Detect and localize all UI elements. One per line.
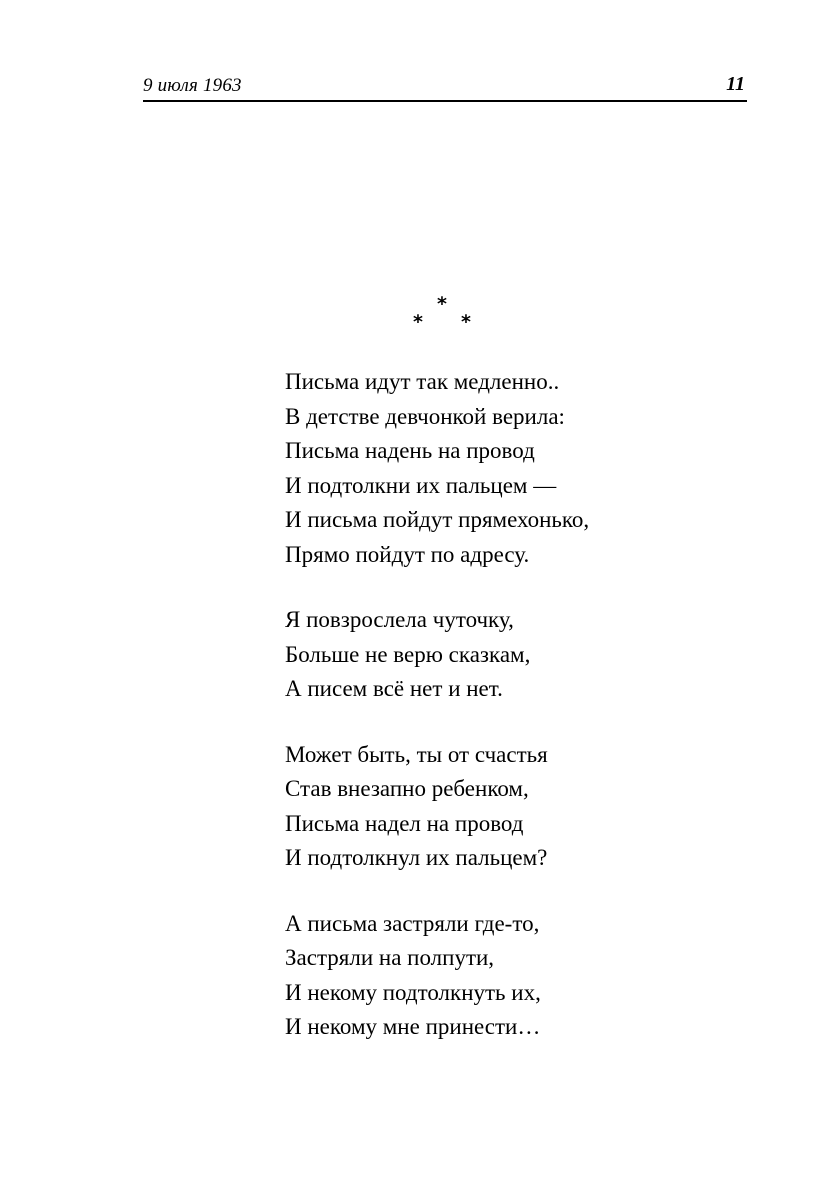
- page-header: [143, 72, 747, 102]
- poem-line: А писем всё нет и нет.: [285, 676, 503, 701]
- asterisk-left: *: [413, 311, 423, 333]
- poem-line: Больше не верю сказкам,: [285, 641, 531, 667]
- poem-line: Письма надел на провод: [285, 810, 524, 836]
- asterisk-top: *: [437, 293, 447, 315]
- poem-line: Застряли на полпути,: [285, 945, 495, 970]
- poem-line: Письма идут так медленно..: [285, 369, 560, 394]
- poem-line: И некому подтолкнуть их,: [285, 979, 541, 1005]
- poem-line: Став внезапно ребенком,: [285, 776, 529, 801]
- running-head-date: 9 июля 1963: [143, 75, 242, 96]
- stanza-4: [285, 907, 785, 1045]
- poem-line: В детстве девчонкой верила:: [285, 403, 565, 429]
- stanza-2: [285, 603, 785, 707]
- poem-line: Я повзрослела чуточку,: [285, 607, 514, 632]
- poem-line: Прямо пойдут по адресу.: [285, 541, 530, 567]
- poem-line: И некому мне принести…: [285, 1014, 541, 1039]
- poem-line: И подтолкнул их пальцем?: [285, 845, 548, 870]
- asterisk-right: *: [461, 311, 471, 333]
- poem-line: А письма застряли где-то,: [285, 910, 540, 936]
- stanza-1: [285, 365, 785, 572]
- poem: [285, 365, 785, 1076]
- page-number: 11: [726, 73, 745, 95]
- asterism-separator: [403, 295, 483, 335]
- poem-line: Может быть, ты от счастья: [285, 741, 548, 767]
- poem-line: И письма пойдут прямехонько,: [285, 507, 590, 532]
- poem-line: Письма надень на провод: [285, 438, 535, 463]
- header-rule: [143, 100, 747, 102]
- stanza-3: [285, 738, 785, 876]
- poem-line: И подтолкни их пальцем —: [285, 472, 557, 498]
